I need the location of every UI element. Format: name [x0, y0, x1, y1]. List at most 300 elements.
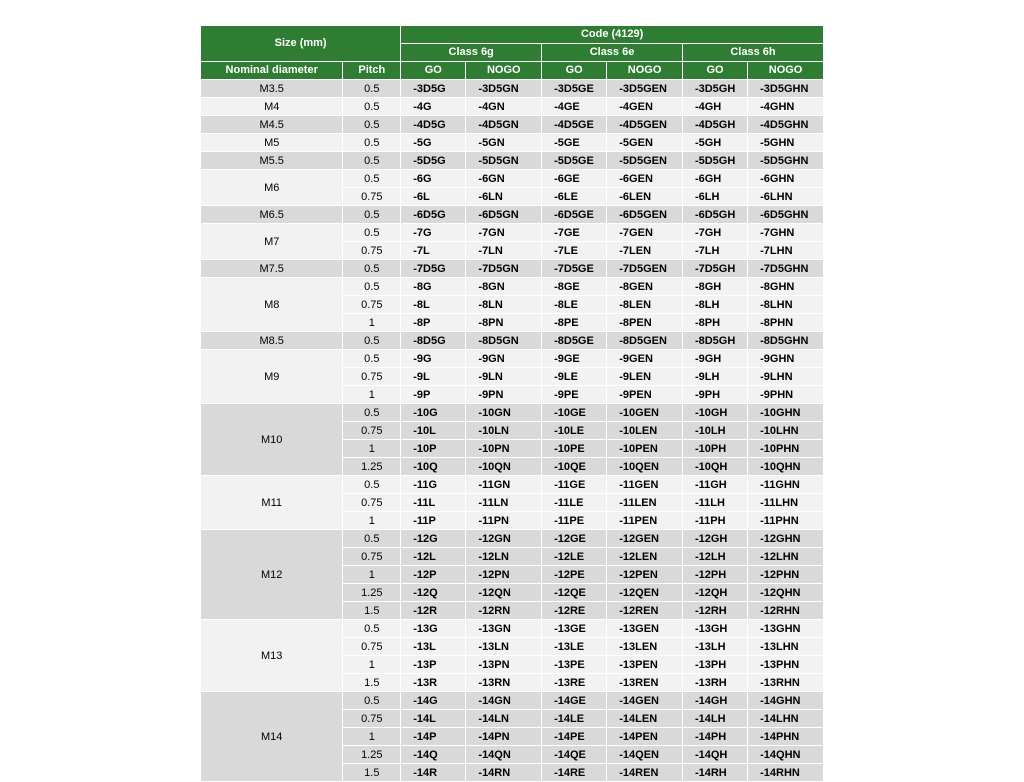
go-6e-cell: -11LE	[542, 494, 607, 512]
nogo-6g-cell: -9GN	[466, 350, 542, 368]
nogo-6e-cell: -12QEN	[607, 584, 683, 602]
go-6e-cell: -6D5GE	[542, 206, 607, 224]
nogo-6h-cell: -9LHN	[748, 368, 824, 386]
go-6h-cell: -13PH	[682, 656, 747, 674]
nogo-6g-cell: -12PN	[466, 566, 542, 584]
go-6h-cell: -13GH	[682, 620, 747, 638]
nogo-6e-cell: -11GEN	[607, 476, 683, 494]
nogo-header: NOGO	[466, 62, 542, 80]
pitch-cell: 0.75	[343, 296, 401, 314]
go-6g-cell: -9L	[401, 368, 466, 386]
nominal-diameter-cell: M4	[201, 98, 343, 116]
nogo-6h-cell: -8LHN	[748, 296, 824, 314]
nogo-6g-cell: -6D5GN	[466, 206, 542, 224]
pitch-cell: 0.5	[343, 692, 401, 710]
go-6e-cell: -14LE	[542, 710, 607, 728]
table-row	[201, 224, 824, 242]
nominal-diameter-cell: M4.5	[201, 116, 343, 134]
nogo-6h-cell: -10QHN	[748, 458, 824, 476]
go-6g-cell: -5D5G	[401, 152, 466, 170]
nogo-6g-cell: -12GN	[466, 530, 542, 548]
go-6h-cell: -9GH	[682, 350, 747, 368]
nominal-diameter-cell: M7	[201, 224, 343, 260]
go-6e-cell: -6LE	[542, 188, 607, 206]
nogo-6g-cell: -9LN	[466, 368, 542, 386]
go-6e-cell: -13LE	[542, 638, 607, 656]
go-6h-cell: -6LH	[682, 188, 747, 206]
nogo-6h-cell: -12GHN	[748, 530, 824, 548]
pitch-cell: 0.5	[343, 476, 401, 494]
go-6h-cell: -11GH	[682, 476, 747, 494]
nogo-6h-cell: -12RHN	[748, 602, 824, 620]
go-6e-cell: -8D5GE	[542, 332, 607, 350]
nogo-6e-cell: -14GEN	[607, 692, 683, 710]
go-6e-cell: -9LE	[542, 368, 607, 386]
go-6h-cell: -8GH	[682, 278, 747, 296]
go-6h-cell: -11PH	[682, 512, 747, 530]
nogo-6h-cell: -10LHN	[748, 422, 824, 440]
go-6h-cell: -12LH	[682, 548, 747, 566]
go-6g-cell: -10Q	[401, 458, 466, 476]
go-6g-cell: -12P	[401, 566, 466, 584]
nogo-6g-cell: -14RN	[466, 764, 542, 782]
pitch-cell: 0.75	[343, 368, 401, 386]
go-6g-cell: -8D5G	[401, 332, 466, 350]
go-6e-cell: -11GE	[542, 476, 607, 494]
nogo-6e-cell: -12PEN	[607, 566, 683, 584]
pitch-cell: 0.5	[343, 332, 401, 350]
go-6h-cell: -10GH	[682, 404, 747, 422]
nogo-6e-cell: -10PEN	[607, 440, 683, 458]
go-6g-cell: -6L	[401, 188, 466, 206]
nogo-6h-cell: -4D5GHN	[748, 116, 824, 134]
go-6e-cell: -13GE	[542, 620, 607, 638]
pitch-cell: 0.75	[343, 422, 401, 440]
table-row	[201, 80, 824, 98]
pitch-cell: 0.75	[343, 548, 401, 566]
go-6h-cell: -7LH	[682, 242, 747, 260]
go-6g-cell: -9G	[401, 350, 466, 368]
go-6e-cell: -5GE	[542, 134, 607, 152]
pitch-cell: 1	[343, 512, 401, 530]
nogo-6h-cell: -4GHN	[748, 98, 824, 116]
nogo-header: NOGO	[748, 62, 824, 80]
table-row	[201, 476, 824, 494]
nogo-6h-cell: -7LHN	[748, 242, 824, 260]
nogo-6g-cell: -13LN	[466, 638, 542, 656]
nominal-diameter-header: Nominal diameter	[201, 62, 343, 80]
nogo-6g-cell: -4GN	[466, 98, 542, 116]
nogo-6g-cell: -11PN	[466, 512, 542, 530]
go-6h-cell: -9LH	[682, 368, 747, 386]
nogo-6g-cell: -8LN	[466, 296, 542, 314]
table-row	[201, 206, 824, 224]
nogo-6h-cell: -7GHN	[748, 224, 824, 242]
code-header: Code (4129)	[401, 26, 824, 44]
nogo-6g-cell: -4D5GN	[466, 116, 542, 134]
go-6g-cell: -13L	[401, 638, 466, 656]
nogo-6e-cell: -12REN	[607, 602, 683, 620]
go-6e-cell: -10QE	[542, 458, 607, 476]
nominal-diameter-cell: M8.5	[201, 332, 343, 350]
go-6g-cell: -11L	[401, 494, 466, 512]
go-6g-cell: -4G	[401, 98, 466, 116]
nogo-6e-cell: -8GEN	[607, 278, 683, 296]
go-6e-cell: -5D5GE	[542, 152, 607, 170]
pitch-cell: 1.25	[343, 458, 401, 476]
go-6e-cell: -14QE	[542, 746, 607, 764]
nogo-6h-cell: -11LHN	[748, 494, 824, 512]
go-6e-cell: -9PE	[542, 386, 607, 404]
nogo-6e-cell: -13GEN	[607, 620, 683, 638]
go-header: GO	[542, 62, 607, 80]
nogo-6g-cell: -7LN	[466, 242, 542, 260]
nogo-6e-cell: -10LEN	[607, 422, 683, 440]
pitch-cell: 1	[343, 656, 401, 674]
go-6e-cell: -9GE	[542, 350, 607, 368]
pitch-cell: 0.5	[343, 134, 401, 152]
go-6g-cell: -14R	[401, 764, 466, 782]
nogo-6g-cell: -8GN	[466, 278, 542, 296]
go-6e-cell: -8PE	[542, 314, 607, 332]
go-header: GO	[401, 62, 466, 80]
pitch-cell: 0.75	[343, 638, 401, 656]
pitch-cell: 1.25	[343, 584, 401, 602]
go-6e-cell: -10LE	[542, 422, 607, 440]
pitch-cell: 0.75	[343, 242, 401, 260]
table-row	[201, 692, 824, 710]
table-row	[201, 404, 824, 422]
go-6e-cell: -7D5GE	[542, 260, 607, 278]
nominal-diameter-cell: M10	[201, 404, 343, 476]
go-6g-cell: -12R	[401, 602, 466, 620]
nogo-6e-cell: -11LEN	[607, 494, 683, 512]
nogo-6h-cell: -10PHN	[748, 440, 824, 458]
nominal-diameter-cell: M6	[201, 170, 343, 206]
go-6h-cell: -10LH	[682, 422, 747, 440]
nominal-diameter-cell: M5.5	[201, 152, 343, 170]
go-6h-cell: -13RH	[682, 674, 747, 692]
go-6g-cell: -12Q	[401, 584, 466, 602]
nogo-6e-cell: -7GEN	[607, 224, 683, 242]
go-6e-cell: -14GE	[542, 692, 607, 710]
nogo-6g-cell: -10PN	[466, 440, 542, 458]
go-6h-cell: -7D5GH	[682, 260, 747, 278]
pitch-cell: 0.5	[343, 152, 401, 170]
nogo-6e-cell: -13LEN	[607, 638, 683, 656]
nogo-6e-cell: -9LEN	[607, 368, 683, 386]
go-6h-cell: -14GH	[682, 692, 747, 710]
go-6h-cell: -12RH	[682, 602, 747, 620]
go-6h-cell: -4D5GH	[682, 116, 747, 134]
go-6e-cell: -4GE	[542, 98, 607, 116]
nogo-6e-cell: -12GEN	[607, 530, 683, 548]
table-row	[201, 350, 824, 368]
nogo-6g-cell: -10LN	[466, 422, 542, 440]
nogo-6e-cell: -10GEN	[607, 404, 683, 422]
go-6e-cell: -13PE	[542, 656, 607, 674]
pitch-cell: 1.5	[343, 674, 401, 692]
go-6e-cell: -10PE	[542, 440, 607, 458]
nogo-6e-cell: -14QEN	[607, 746, 683, 764]
pitch-cell: 1	[343, 440, 401, 458]
table-header	[201, 26, 824, 80]
nogo-6e-cell: -11PEN	[607, 512, 683, 530]
nominal-diameter-cell: M11	[201, 476, 343, 530]
class-6g-header: Class 6g	[401, 44, 542, 62]
nogo-6h-cell: -12PHN	[748, 566, 824, 584]
nogo-6h-cell: -8GHN	[748, 278, 824, 296]
table-body	[201, 80, 824, 782]
go-6h-cell: -6GH	[682, 170, 747, 188]
go-6h-cell: -4GH	[682, 98, 747, 116]
go-6g-cell: -13G	[401, 620, 466, 638]
table-row	[201, 98, 824, 116]
go-6g-cell: -8L	[401, 296, 466, 314]
go-6e-cell: -6GE	[542, 170, 607, 188]
nogo-6e-cell: -3D5GEN	[607, 80, 683, 98]
pitch-cell: 1	[343, 314, 401, 332]
go-6e-cell: -8GE	[542, 278, 607, 296]
nogo-6g-cell: -5GN	[466, 134, 542, 152]
nogo-6g-cell: -14QN	[466, 746, 542, 764]
nogo-6g-cell: -3D5GN	[466, 80, 542, 98]
nogo-6e-cell: -10QEN	[607, 458, 683, 476]
go-6e-cell: -11PE	[542, 512, 607, 530]
go-6g-cell: -14Q	[401, 746, 466, 764]
nogo-6h-cell: -13PHN	[748, 656, 824, 674]
go-6g-cell: -10P	[401, 440, 466, 458]
nogo-6e-cell: -6LEN	[607, 188, 683, 206]
nogo-6h-cell: -9GHN	[748, 350, 824, 368]
nogo-6g-cell: -10GN	[466, 404, 542, 422]
nominal-diameter-cell: M14	[201, 692, 343, 782]
go-6g-cell: -14G	[401, 692, 466, 710]
go-6g-cell: -12G	[401, 530, 466, 548]
nominal-diameter-cell: M6.5	[201, 206, 343, 224]
nogo-6e-cell: -12LEN	[607, 548, 683, 566]
nogo-6g-cell: -8D5GN	[466, 332, 542, 350]
go-6g-cell: -7G	[401, 224, 466, 242]
nogo-6e-cell: -5GEN	[607, 134, 683, 152]
nogo-6g-cell: -11LN	[466, 494, 542, 512]
nogo-6e-cell: -9GEN	[607, 350, 683, 368]
go-6g-cell: -7L	[401, 242, 466, 260]
go-6h-cell: -8D5GH	[682, 332, 747, 350]
table-row	[201, 134, 824, 152]
nogo-6g-cell: -7GN	[466, 224, 542, 242]
nogo-6h-cell: -14PHN	[748, 728, 824, 746]
nominal-diameter-cell: M12	[201, 530, 343, 620]
nogo-6g-cell: -13GN	[466, 620, 542, 638]
nogo-6g-cell: -10QN	[466, 458, 542, 476]
nominal-diameter-cell: M8	[201, 278, 343, 332]
nogo-6h-cell: -11PHN	[748, 512, 824, 530]
nogo-6h-cell: -3D5GHN	[748, 80, 824, 98]
go-6h-cell: -5GH	[682, 134, 747, 152]
go-6e-cell: -12LE	[542, 548, 607, 566]
nogo-6h-cell: -7D5GHN	[748, 260, 824, 278]
table-row	[201, 260, 824, 278]
go-6e-cell: -12QE	[542, 584, 607, 602]
table-row	[201, 152, 824, 170]
go-6h-cell: -7GH	[682, 224, 747, 242]
nogo-6h-cell: -13LHN	[748, 638, 824, 656]
pitch-cell: 0.5	[343, 620, 401, 638]
go-6e-cell: -7LE	[542, 242, 607, 260]
table-row	[201, 278, 824, 296]
nogo-header: NOGO	[607, 62, 683, 80]
go-6h-cell: -14RH	[682, 764, 747, 782]
pitch-cell: 1.5	[343, 764, 401, 782]
nogo-6h-cell: -9PHN	[748, 386, 824, 404]
nogo-6e-cell: -14REN	[607, 764, 683, 782]
go-6e-cell: -7GE	[542, 224, 607, 242]
go-6h-cell: -12GH	[682, 530, 747, 548]
nogo-6h-cell: -5GHN	[748, 134, 824, 152]
nogo-6e-cell: -9PEN	[607, 386, 683, 404]
go-6h-cell: -12QH	[682, 584, 747, 602]
nogo-6h-cell: -10GHN	[748, 404, 824, 422]
nogo-6h-cell: -5D5GHN	[748, 152, 824, 170]
table-row	[201, 332, 824, 350]
pitch-cell: 0.5	[343, 278, 401, 296]
nogo-6h-cell: -14LHN	[748, 710, 824, 728]
pitch-cell: 0.5	[343, 80, 401, 98]
go-6g-cell: -10L	[401, 422, 466, 440]
go-6g-cell: -5G	[401, 134, 466, 152]
pitch-cell: 0.5	[343, 530, 401, 548]
pitch-cell: 0.5	[343, 224, 401, 242]
nominal-diameter-cell: M7.5	[201, 260, 343, 278]
go-6h-cell: -14PH	[682, 728, 747, 746]
go-6e-cell: -4D5GE	[542, 116, 607, 134]
go-6h-cell: -9PH	[682, 386, 747, 404]
nogo-6h-cell: -13RHN	[748, 674, 824, 692]
go-6h-cell: -10QH	[682, 458, 747, 476]
go-6h-cell: -12PH	[682, 566, 747, 584]
size-header: Size (mm)	[201, 26, 401, 62]
thread-gauge-code-table	[201, 26, 824, 782]
nogo-6e-cell: -4D5GEN	[607, 116, 683, 134]
go-6h-cell: -8LH	[682, 296, 747, 314]
nogo-6h-cell: -8D5GHN	[748, 332, 824, 350]
nogo-6e-cell: -13PEN	[607, 656, 683, 674]
go-6h-cell: -14LH	[682, 710, 747, 728]
go-6e-cell: -13RE	[542, 674, 607, 692]
pitch-cell: 0.5	[343, 170, 401, 188]
go-6g-cell: -8G	[401, 278, 466, 296]
pitch-cell: 1.5	[343, 602, 401, 620]
go-6h-cell: -14QH	[682, 746, 747, 764]
nogo-6g-cell: -13RN	[466, 674, 542, 692]
nogo-6e-cell: -8LEN	[607, 296, 683, 314]
go-6h-cell: -6D5GH	[682, 206, 747, 224]
go-6g-cell: -8P	[401, 314, 466, 332]
table-row	[201, 116, 824, 134]
go-6h-cell: -3D5GH	[682, 80, 747, 98]
table-row	[201, 170, 824, 188]
go-6g-cell: -13P	[401, 656, 466, 674]
nogo-6g-cell: -6LN	[466, 188, 542, 206]
go-6g-cell: -11G	[401, 476, 466, 494]
nogo-6h-cell: -8PHN	[748, 314, 824, 332]
table-row	[201, 530, 824, 548]
nogo-6g-cell: -5D5GN	[466, 152, 542, 170]
go-6e-cell: -3D5GE	[542, 80, 607, 98]
pitch-cell: 0.5	[343, 404, 401, 422]
go-6g-cell: -7D5G	[401, 260, 466, 278]
table-row	[201, 620, 824, 638]
go-6g-cell: -10G	[401, 404, 466, 422]
nominal-diameter-cell: M13	[201, 620, 343, 692]
nominal-diameter-cell: M5	[201, 134, 343, 152]
go-6h-cell: -11LH	[682, 494, 747, 512]
go-6g-cell: -14L	[401, 710, 466, 728]
nogo-6h-cell: -14QHN	[748, 746, 824, 764]
nogo-6h-cell: -12QHN	[748, 584, 824, 602]
go-6h-cell: -5D5GH	[682, 152, 747, 170]
nogo-6g-cell: -14PN	[466, 728, 542, 746]
pitch-cell: 0.5	[343, 260, 401, 278]
nogo-6h-cell: -13GHN	[748, 620, 824, 638]
nogo-6h-cell: -6GHN	[748, 170, 824, 188]
go-6g-cell: -3D5G	[401, 80, 466, 98]
nogo-6g-cell: -9PN	[466, 386, 542, 404]
pitch-cell: 0.75	[343, 494, 401, 512]
pitch-cell: 0.5	[343, 98, 401, 116]
nogo-6g-cell: -14LN	[466, 710, 542, 728]
go-6e-cell: -12GE	[542, 530, 607, 548]
nogo-6h-cell: -6LHN	[748, 188, 824, 206]
nogo-6e-cell: -7D5GEN	[607, 260, 683, 278]
nogo-6g-cell: -7D5GN	[466, 260, 542, 278]
class-6e-header: Class 6e	[542, 44, 683, 62]
go-6e-cell: -8LE	[542, 296, 607, 314]
nogo-6e-cell: -8D5GEN	[607, 332, 683, 350]
pitch-cell: 1.25	[343, 746, 401, 764]
go-6g-cell: -9P	[401, 386, 466, 404]
pitch-cell: 0.75	[343, 710, 401, 728]
nogo-6g-cell: -6GN	[466, 170, 542, 188]
class-6h-header: Class 6h	[682, 44, 823, 62]
pitch-cell: 0.5	[343, 116, 401, 134]
pitch-cell: 1	[343, 566, 401, 584]
nogo-6h-cell: -11GHN	[748, 476, 824, 494]
pitch-cell: 1	[343, 386, 401, 404]
nogo-6e-cell: -8PEN	[607, 314, 683, 332]
go-6g-cell: -12L	[401, 548, 466, 566]
go-header: GO	[682, 62, 747, 80]
pitch-cell: 1	[343, 728, 401, 746]
go-6g-cell: -6D5G	[401, 206, 466, 224]
nogo-6h-cell: -14GHN	[748, 692, 824, 710]
code-table	[201, 26, 824, 782]
nogo-6e-cell: -6D5GEN	[607, 206, 683, 224]
nogo-6g-cell: -11GN	[466, 476, 542, 494]
go-6g-cell: -6G	[401, 170, 466, 188]
go-6g-cell: -4D5G	[401, 116, 466, 134]
nogo-6g-cell: -12LN	[466, 548, 542, 566]
go-6h-cell: -10PH	[682, 440, 747, 458]
go-6h-cell: -13LH	[682, 638, 747, 656]
pitch-header: Pitch	[343, 62, 401, 80]
nogo-6h-cell: -14RHN	[748, 764, 824, 782]
nogo-6e-cell: -14LEN	[607, 710, 683, 728]
go-6g-cell: -13R	[401, 674, 466, 692]
go-6e-cell: -10GE	[542, 404, 607, 422]
nogo-6h-cell: -6D5GHN	[748, 206, 824, 224]
